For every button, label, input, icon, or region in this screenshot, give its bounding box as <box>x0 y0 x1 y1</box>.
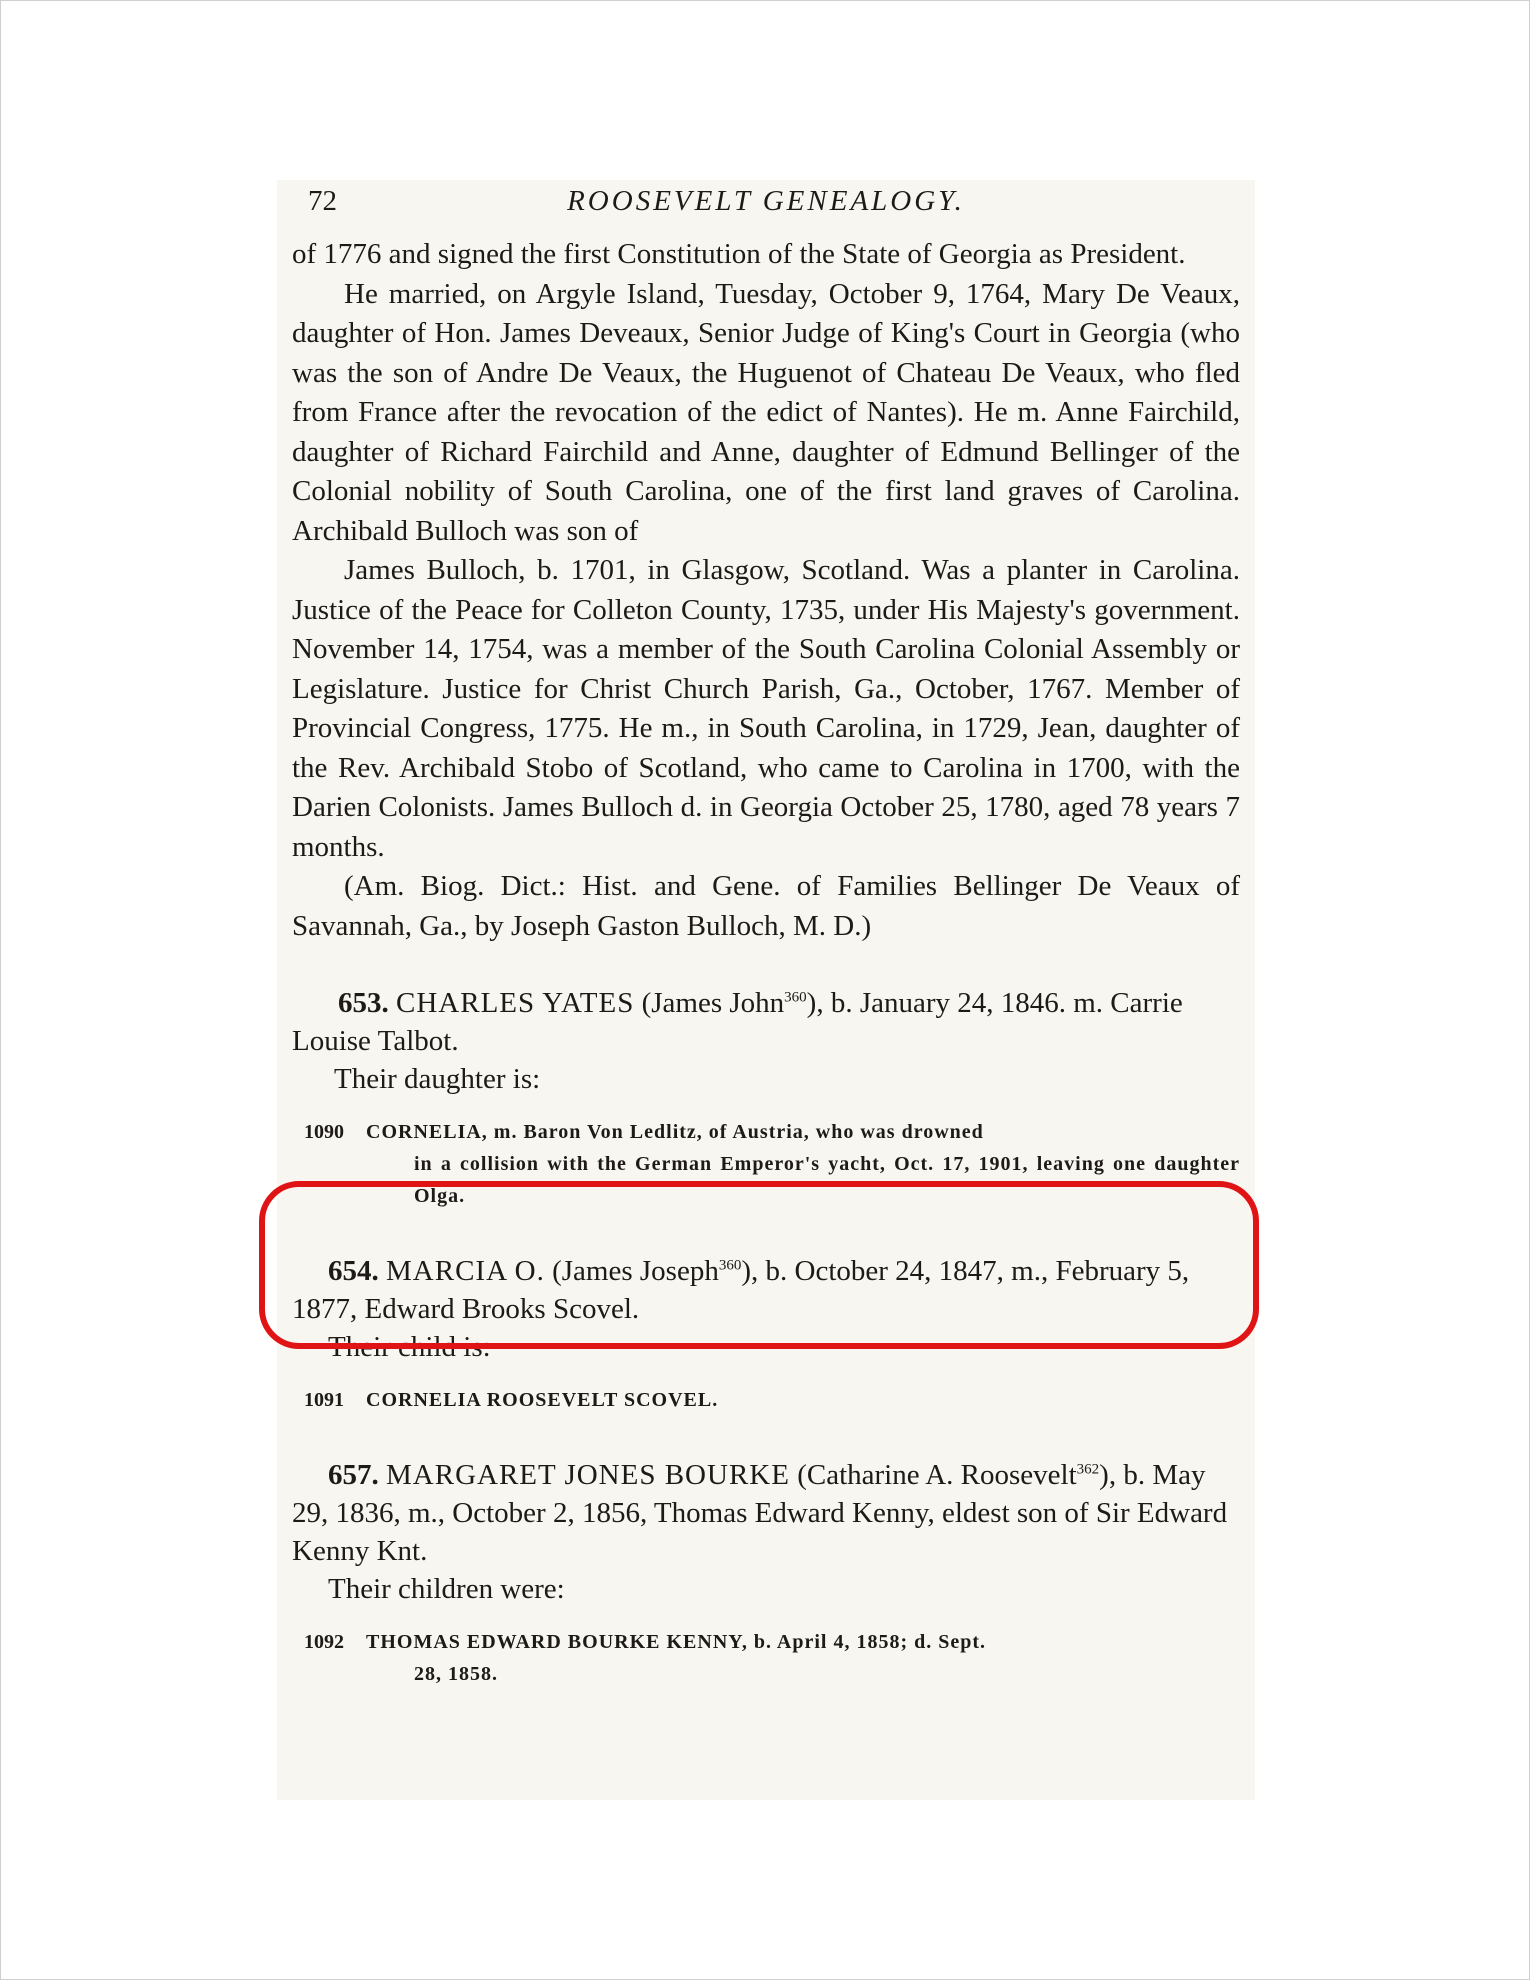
child-entry <box>292 1384 1240 1416</box>
children-intro: Their child is: <box>328 1331 491 1363</box>
entry-653 <box>292 984 1240 1212</box>
body-text <box>292 235 1240 946</box>
child-number: 1091 <box>304 1389 344 1411</box>
child-text-rest: in a collision with the German Emperor's yacht, Oct. 17, 1901, leaving one daughter Olga. <box>414 1153 1240 1207</box>
page-number: 72 <box>308 185 337 217</box>
entry-parent-number: 360 <box>718 1257 742 1274</box>
children-intro: Their daughter is: <box>334 1063 541 1095</box>
entry-parent: (James John <box>641 987 785 1019</box>
entry-number: 654. <box>328 1255 379 1287</box>
running-head <box>292 185 1240 229</box>
entry-details: ), b. January 24, 1846. m. Carrie Louise Talbot. <box>292 987 1183 1057</box>
child-text <box>366 1116 1240 1212</box>
child-text-first: THOMAS EDWARD BOURKE KENNY, b. April 4, 1858; d. Sept. <box>366 1631 987 1653</box>
page-content <box>292 185 1240 1690</box>
child-text-first: CORNELIA ROOSEVELT SCOVEL. <box>366 1389 719 1411</box>
entry-heading <box>292 1252 1240 1328</box>
entry-details: ), b. October 24, 1847, m., February 5, 1877, Edward Brooks Scovel. <box>292 1255 1190 1325</box>
paragraph: He married, on Argyle Island, Tuesday, October 9, 1764, Mary De Veaux, daughter of Hon. James Deveaux, Senior Judge of King's Court in Georgia (who was the son of Andre De Veaux, the Huguenot of Chateau De Veaux, who fled from France after the revocation of the edict of Nantes). He m. Anne Fairchild, daughter of Richard Fairchild and Anne, daughter of Edmund Bellinger of the Colonial nobility of South Carolina, one of the first land graves of Carolina. Archibald Bulloch was son of <box>292 277 1240 547</box>
child-number: 1090 <box>304 1121 344 1143</box>
paragraph: of 1776 and signed the first Constitution of the State of Georgia as President. <box>292 238 1186 270</box>
child-text <box>366 1384 1240 1416</box>
paragraph: (Am. Biog. Dict.: Hist. and Gene. of Families Bellinger De Veaux of Savannah, Ga., by Joseph Gaston Bulloch, M. D.) <box>292 870 1240 942</box>
entry-parent: (James Joseph <box>552 1255 719 1287</box>
entry-parent: (Catharine A. Roosevelt <box>797 1459 1077 1491</box>
entry-details: ), b. May 29, 1836, m., October 2, 1856, Thomas Edward Kenny, eldest son of Sir Edward Kenny Knt. <box>292 1459 1228 1567</box>
entry-parent-number: 360 <box>784 989 807 1006</box>
running-title: ROOSEVELT GENEALOGY. <box>567 185 965 217</box>
entry-heading <box>292 1456 1240 1570</box>
child-text-first: CORNELIA, m. Baron Von Ledlitz, of Austria, who was drowned <box>366 1121 984 1143</box>
child-entry <box>292 1626 1240 1690</box>
child-entry <box>292 1116 1240 1212</box>
child-text-rest: 28, 1858. <box>414 1663 498 1685</box>
entry-name: MARGARET JONES BOURKE <box>386 1459 790 1491</box>
paragraph: James Bulloch, b. 1701, in Glasgow, Scotland. Was a planter in Carolina. Justice of the Peace for Colleton County, 1735, under His Majesty's government. November 14, 1754, was a member of the South Carolina Colonial Assembly or Legislature. Justice for Christ Church Parish, Ga., October, 1767. Member of Provincial Congress, 1775. He m., in South Carolina, in 1729, Jean, daughter of the Rev. Archibald Stobo of Scotland, who came to Carolina in 1700, with the Darien Colonists. James Bulloch d. in Georgia October 25, 1780, aged 78 years 7 months. <box>292 554 1240 863</box>
entry-name: MARCIA O. <box>386 1255 545 1287</box>
entry-657 <box>292 1456 1240 1690</box>
children-intro: Their children were: <box>328 1573 565 1605</box>
entry-heading <box>292 984 1240 1060</box>
child-number: 1092 <box>304 1631 344 1653</box>
entry-number: 657. <box>328 1459 379 1491</box>
entry-number: 653. <box>338 987 389 1019</box>
child-text <box>366 1626 1240 1690</box>
entry-name: CHARLES YATES <box>396 987 635 1019</box>
entry-654 <box>292 1252 1240 1416</box>
entry-parent-number: 362 <box>1076 1461 1100 1478</box>
